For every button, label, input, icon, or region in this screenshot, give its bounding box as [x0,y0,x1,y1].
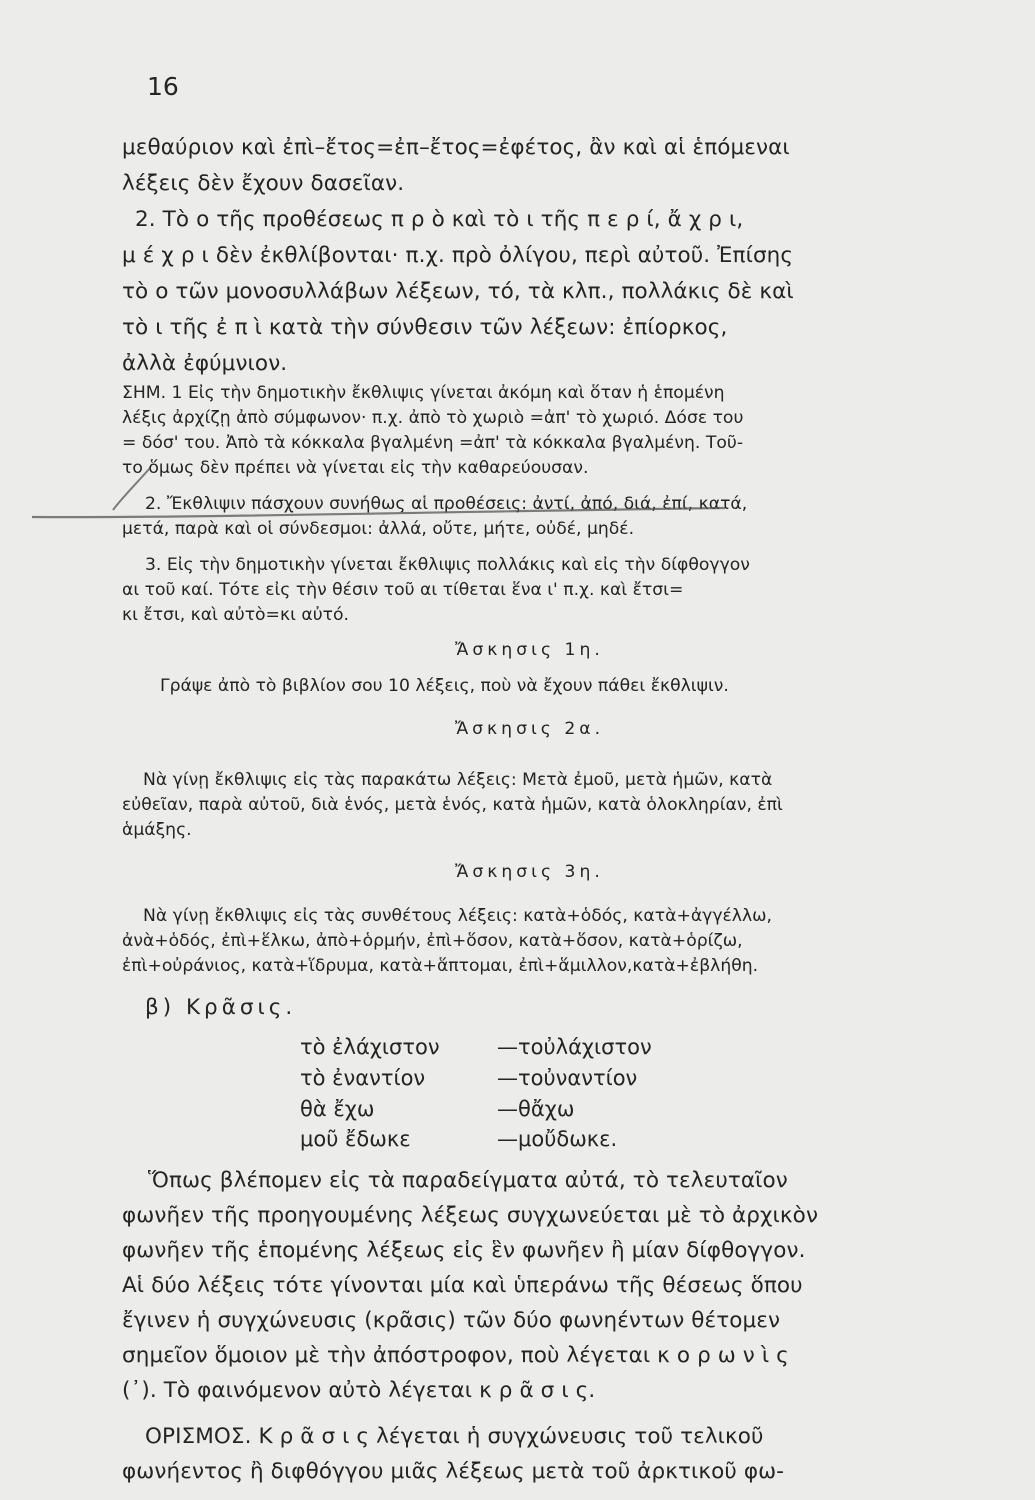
exercise-2-title: Ἄσκησις 2α. [454,719,605,739]
exercise-1-text: Γράψε ἀπὸ τὸ βιβλίον σου 10 λέξεις, ποὺ νὰ ἔχουν πάθει ἔκθλιψιν. [160,676,729,696]
note-line: 3. Εἰς τὴν δημοτικὴν γίνεται ἔκθλιψις πολλάκις καὶ εἰς τὴν δίφθογγον [145,555,750,575]
intro-line: λέξεις δὲν ἔχουν δασεῖαν. [122,171,405,196]
note-line: λέξις ἀρχίζῃ ἀπὸ σύμφωνον· π.χ. ἀπὸ τὸ χωριὸ =ἀπ' τὸ χωριό. Δόσε του [122,408,744,428]
krasis-left: μοῦ ἔδωκε [300,1127,411,1151]
exercise-2-line: εὐθεῖαν, παρὰ αὐτοῦ, διὰ ἑνός, μετὰ ἑνός, κατὰ ἡμῶν, κατὰ ὁλοκληρίαν, ἐπὶ [122,795,783,815]
krasis-right: —τοὐλάχιστον [497,1035,652,1059]
intro-line: 2. Τὸ ο τῆς προθέσεως π ρ ὸ καὶ τὸ ι τῆς π ε ρ ί, ἄ χ ρ ι, [135,207,744,232]
explanation-line: φωνῆεν τῆς προηγουμένης λέξεως συγχωνεύεται μὲ τὸ ἀρχικὸν [122,1203,819,1228]
explanation-line: ἔγινεν ἡ συγχώνευσις (κρᾶσις) τῶν δύο φωνηέντων θέτομεν [122,1308,781,1333]
exercise-3-title: Ἄσκησις 3η. [455,862,604,882]
exercise-1-title: Ἄσκησις 1η. [455,640,604,660]
intro-line: ἀλλὰ ἐφύμνιον. [122,351,288,376]
krasis-left: τὸ ἐναντίον [300,1066,426,1090]
note-line: ΣΗΜ. 1 Εἰς τὴν δημοτικὴν ἔκθλιψις γίνεται ἀκόμη καὶ ὅταν ἡ ἑπομένη [122,383,725,403]
explanation-line: (᾽). Τὸ φαινόμενον αὐτὸ λέγεται κ ρ ᾶ σ ι ς. [122,1378,596,1403]
explanation-line: Αἱ δύο λέξεις τότε γίνονται μία καὶ ὑπεράνω τῆς θέσεως ὅπου [122,1273,803,1298]
intro-line: μ έ χ ρ ι δὲν ἐκθλίβονται· π.χ. πρὸ ὀλίγου, περὶ αὐτοῦ. Ἐπίσης [122,243,794,268]
note-line: κι ἔτσι, καὶ αὐτὸ=κι αὐτό. [122,605,349,625]
krasis-right: —θἄχω [497,1097,575,1121]
explanation-line: φωνῆεν τῆς ἑπομένης λέξεως εἰς ἓν φωνῆεν ἢ μίαν δίφθογγον. [122,1238,806,1263]
exercise-3-line: ἐπὶ+οὐράνιος, κατὰ+ἵδρυμα, κατὰ+ἅπτομαι, ἐπὶ+ἅμιλλον,κατὰ+ἐβλήθη. [122,956,759,976]
page-number: 16 [147,72,179,101]
definition-line: φωνήεντος ἢ διφθόγγου μιᾶς λέξεως μετὰ τοῦ ἀρκτικοῦ φω- [122,1459,785,1484]
intro-line: τὸ ο τῶν μονοσυλλάβων λέξεων, τό, τὰ κλπ., πολλάκις δὲ καὶ [122,279,794,304]
krasis-left: θὰ ἔχω [300,1097,375,1121]
definition-line: ΟΡΙΣΜΟΣ. Κ ρ ᾶ σ ι ς λέγεται ἡ συγχώνευσις τοῦ τελικοῦ [145,1424,764,1449]
note-line: αι τοῦ καί. Τότε εἰς τὴν θέσιν τοῦ αι τίθεται ἕνα ι' π.χ. καὶ ἔτσι= [122,580,684,600]
note-line: μετά, παρὰ καὶ οἱ σύνδεσμοι: ἀλλά, οὔτε, μήτε, οὐδέ, μηδέ. [122,519,635,539]
intro-line: τὸ ι τῆς ἐ π ὶ κατὰ τὴν σύνθεσιν τῶν λέξεων: ἐπίορκος, [122,315,728,340]
exercise-3-line: ἀνὰ+ὁδός, ἐπὶ+ἕλκω, ἀπὸ+ὁρμήν, ἐπὶ+ὅσον, κατὰ+ὅσον, κατὰ+ὁρίζω, [122,931,743,951]
note-line: = δόσ' του. Ἀπὸ τὰ κόκκαλα βγαλμένη =ἀπ' τὰ κόκκαλα βγαλμένη. Τοῦ- [122,433,744,453]
exercise-2-line: ἁμάξης. [122,820,192,840]
explanation-line: σημεῖον ὅμοιον μὲ τὴν ἀπόστροφον, ποὺ λέγεται κ ο ρ ω ν ὶ ς [122,1343,789,1368]
krasis-right: —τοὐναντίον [497,1066,638,1090]
section-b-title: β) Κρᾶσις. [145,995,297,1020]
note-line: 2. Ἔκθλιψιν πάσχουν συνήθως αἱ προθέσεις: ἀντί, ἀπό, διά, ἐπί, κατά, [145,494,748,514]
exercise-3-line: Νὰ γίνῃ ἔκθλιψις εἰς τὰς συνθέτους λέξεις: κατὰ+ὁδός, κατὰ+ἀγγέλλω, [143,906,773,926]
krasis-right: —μοὔδωκε. [497,1127,618,1151]
explanation-line: Ὅπως βλέπομεν εἰς τὰ παραδείγματα αὐτά, τὸ τελευταῖον [148,1168,788,1193]
exercise-2-line: Νὰ γίνῃ ἔκθλιψις εἰς τὰς παρακάτω λέξεις: Μετὰ ἐμοῦ, μετὰ ἡμῶν, κατὰ [143,770,773,790]
note-line: το ὅμως δὲν πρέπει νὰ γίνεται εἰς τὴν καθαρεύουσαν. [122,458,589,478]
krasis-left: τὸ ἐλάχιστον [300,1035,440,1059]
intro-line: μεθαύριον καὶ ἐπὶ–ἔτος=ἐπ–ἔτος=ἐφέτος, ἂν καὶ αἱ ἑπόμεναι [122,135,790,160]
